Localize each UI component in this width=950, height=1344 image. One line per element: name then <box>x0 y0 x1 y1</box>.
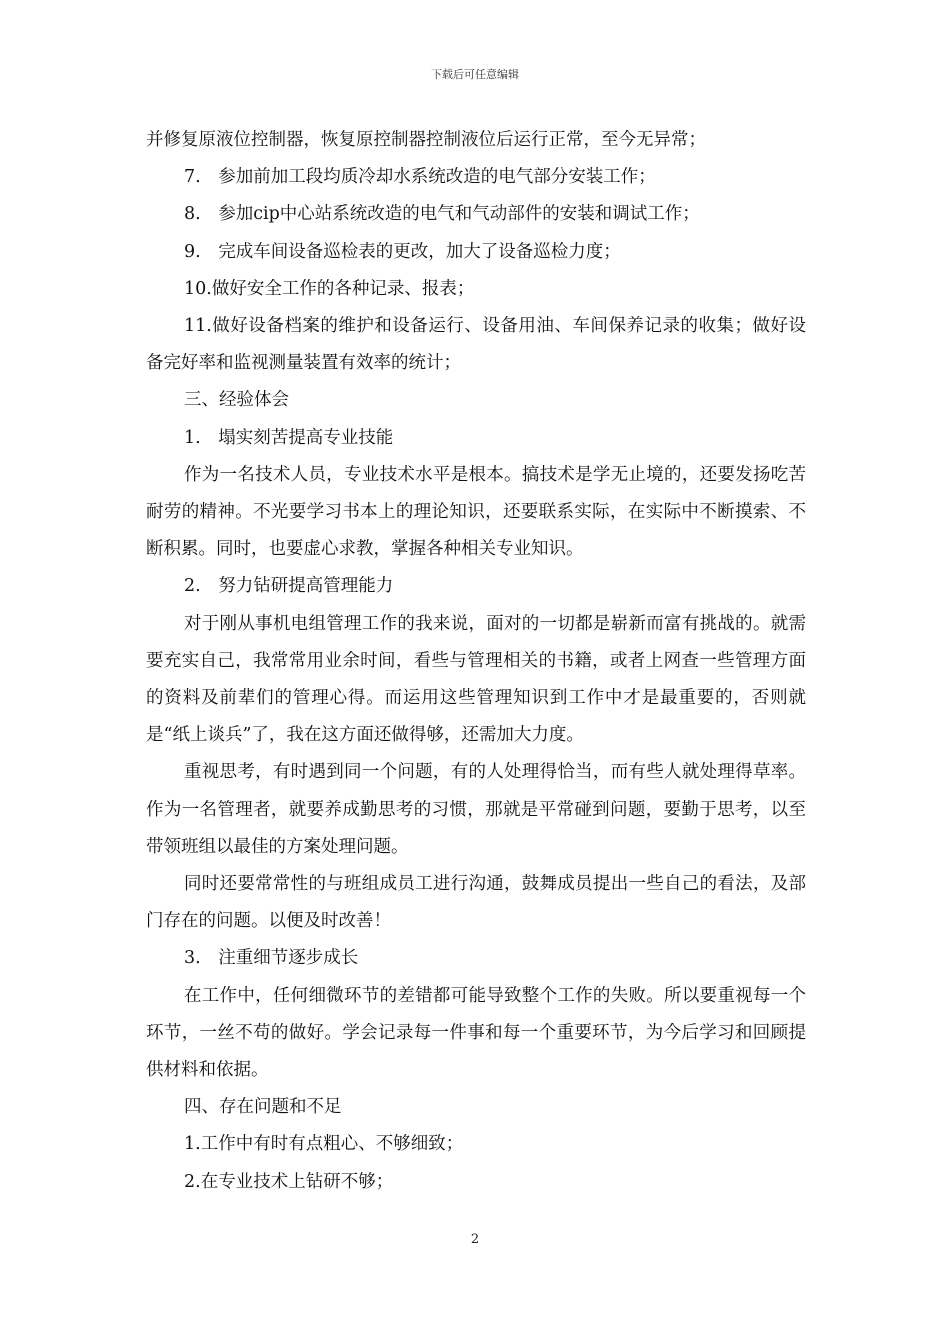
subheading-management: 2. 努力钻研提高管理能力 <box>184 576 394 597</box>
paragraph-communication: 同时还要常常性的与班组成员工进行沟通，鼓舞成员提出一些自己的看法，及部门存在的问题。以便及时改善！ <box>146 874 806 932</box>
section-heading-experience: 三、经验体会 <box>184 390 289 411</box>
problem-item-1: 1.工作中有时有点粗心、不够细致； <box>184 1134 464 1155</box>
paragraph-continuation: 并修复原液位控制器，恢复原控制器控制液位后运行正常，至今无异常； <box>146 130 706 150</box>
page-number: 2 <box>470 1232 480 1247</box>
list-item-11: 11.做好设备档案的维护和设备运行、设备用油、车间保养记录的收集；做好设备完好率和监视测量装置有效率的统计； <box>146 316 806 374</box>
paragraph-skills: 作为一名技术人员，专业技术水平是根本。搞技术是学无止境的，还要发扬吃苦耐劳的精神。不光要学习书本上的理论知识，还要联系实际，在实际中不断摸索、不断积累。同时，也要虚心求教，掌握各种相关专业知识。 <box>146 464 806 560</box>
list-item-9: 9. 完成车间设备巡检表的更改，加大了设备巡检力度； <box>184 241 621 262</box>
paragraph-thinking: 重视思考，有时遇到同一个问题，有的人处理得恰当，而有些人就处理得草率。作为一名管理者，就要养成勤思考的习惯，那就是平常碰到问题，要勤于思考，以至带领班组以最佳的方案处理问题。 <box>146 762 806 857</box>
list-item-8: 8. 参加cip中心站系统改造的电气和气动部件的安装和调试工作； <box>184 204 700 225</box>
subheading-details: 3. 注重细节逐步成长 <box>184 948 359 969</box>
page-header: 下载后可任意编辑 <box>431 68 519 81</box>
subheading-skills: 1. 塌实刻苦提高专业技能 <box>184 427 394 448</box>
section-heading-problems: 四、存在问题和不足 <box>184 1097 342 1118</box>
list-item-7: 7. 参加前加工段均质冷却水系统改造的电气部分安装工作； <box>184 167 656 188</box>
problem-item-2: 2.在专业技术上钻研不够； <box>184 1171 394 1192</box>
paragraph-details: 在工作中，任何细微环节的差错都可能导致整个工作的失败。所以要重视每一个环节，一丝不苟的做好。学会记录每一件事和每一个重要环节，为今后学习和回顾提供材料和依据。 <box>146 985 806 1081</box>
list-item-10: 10.做好安全工作的各种记录、报表； <box>184 278 475 299</box>
paragraph-management: 对于刚从事机电组管理工作的我来说，面对的一切都是崭新而富有挑战的。就需要充实自己，我常常用业余时间，看些与管理相关的书籍，或者上网查一些管理方面的资料及前辈们的管理心得。而运用这些管理知识到工作中才是最重要的，否则就是“纸上谈兵”了，我在这方面还做得够，还需加大力度。 <box>146 613 806 746</box>
document-body <box>146 122 806 1201</box>
